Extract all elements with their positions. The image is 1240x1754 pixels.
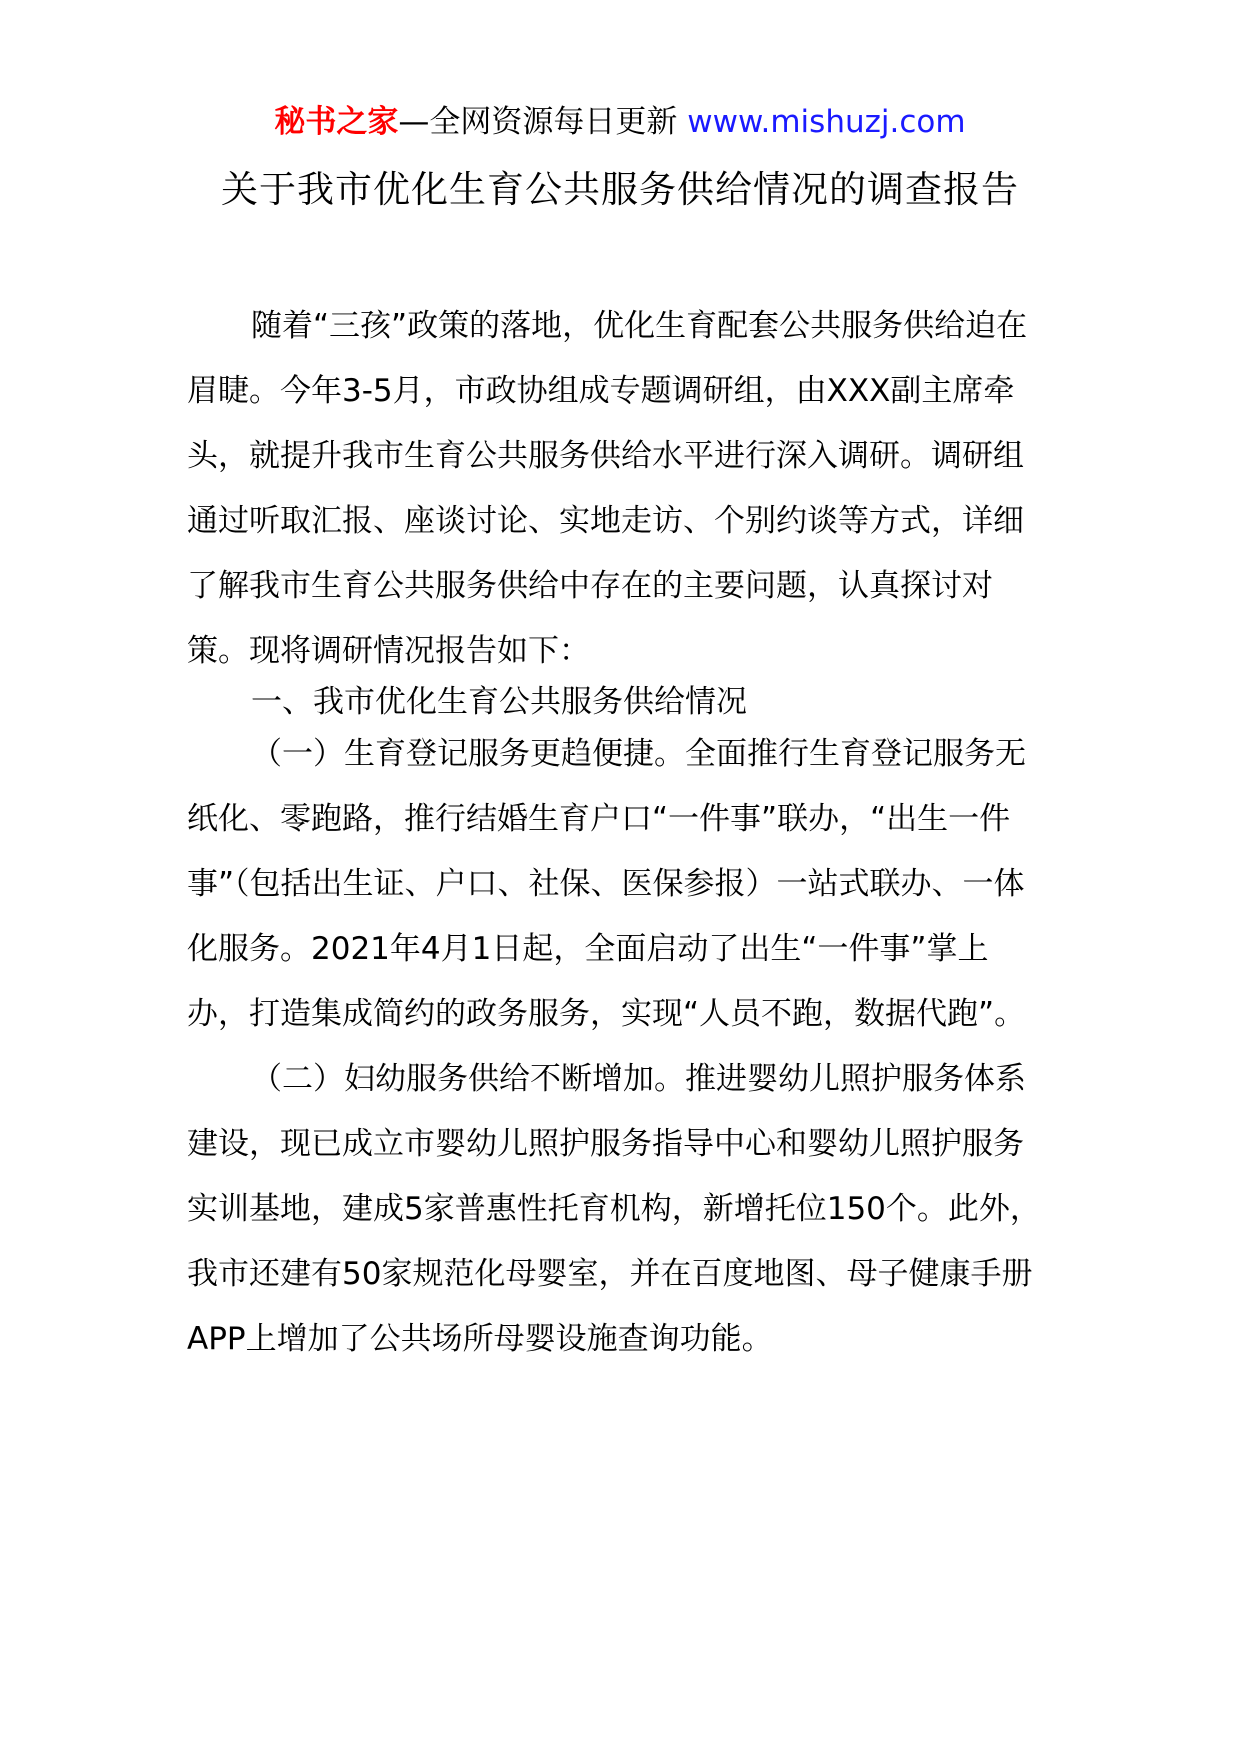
document-body [187, 294, 1047, 1372]
document-title: 关于我市优化生育公共服务供给情况的调查报告 [221, 168, 1019, 211]
site-header [0, 100, 1240, 144]
subsection-paragraph-2: （二）妇幼服务供给不断增加。推进婴幼儿照护服务体系建设，现已成立市婴幼儿照护服务指导中心和婴幼儿照护服务实训基地，建成5家普惠性托育机构，新增托位150个。此外，我市还建有50家规范化母婴室，并在百度地图、母子健康手册APP上增加了公共场所母婴设施查询功能。 [187, 1061, 1041, 1357]
subsection-paragraph-1: （一）生育登记服务更趋便捷。全面推行生育登记服务无纸化、零跑路，推行结婚生育户口“一件事”联办，“出生一件事”（包括出生证、户口、社保、医保参报）一站式联办、一体化服务。2021年4月1日起，全面启动了出生“一件事”掌上办，打造集成简约的政务服务，实现“人员不跑，数据代跑”。 [187, 736, 1026, 1032]
site-url-link[interactable]: www.mishuzj.com [687, 104, 966, 140]
header-tagline: —全网资源每日更新 [398, 104, 688, 140]
intro-paragraph: 随着“三孩”政策的落地，优化生育配套公共服务供给迫在眉睫。今年3-5月，市政协组成专题调研组，由XXX副主席牵头，就提升我市生育公共服务供给水平进行深入调研。调研组通过听取汇报、座谈讨论、实地走访、个别约谈等方式，详细了解我市生育公共服务供给中存在的主要问题，认真探讨对策。现将调研情况报告如下： [187, 308, 1028, 669]
section-heading: 一、我市优化生育公共服务供给情况 [251, 684, 747, 720]
brand-name: 秘书之家 [274, 104, 399, 140]
